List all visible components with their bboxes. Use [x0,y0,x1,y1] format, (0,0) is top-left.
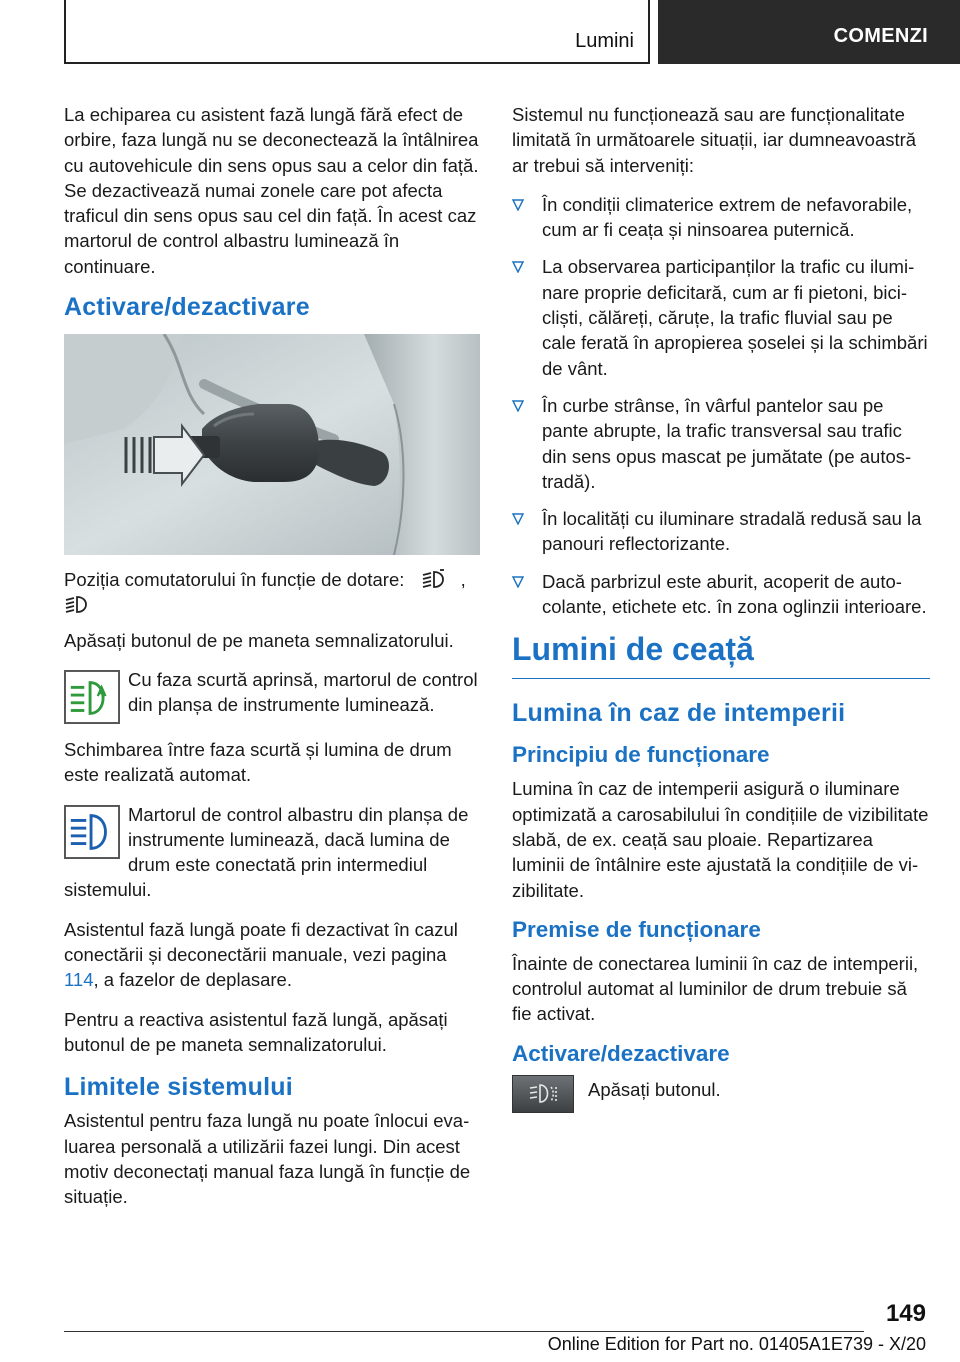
heading-activate-right: Activare/dezactivare [512,1040,730,1066]
bullet-triangle-icon [512,261,524,273]
auto-switching-text: Schimbarea între faza scurtă și lumina de drum este realizată automat. [64,738,452,786]
high-beam-indicator-icon [64,805,120,859]
left-column [64,102,482,1223]
principle-text: Lumina în caz de intemperii asigură o iluminare optimizată a carosabilului în condițiile de vizibilitate slabă, de ex. ceață sau ploaie. Repartizarea luminii de întâlnire este ajustată la condițiile de vizibilitate. [512,778,929,901]
high-beam-icon [64,594,90,614]
weather-light-press-text: Apăsați butonul. [588,1078,721,1100]
list-item-text: Dacă parbrizul este aburit, acoperit de autocolante, etichete etc. în zona oglinzii interioare. [542,570,927,618]
switch-position-label: Poziția comutatorului în funcție de dotare: [64,569,405,591]
high-beam-note-text: Martorul de control albastru din planșa de instrumente luminează, dacă lumina de drum este conectată prin intermediul sistemului. [64,803,469,901]
deactivate-text-before: Asistentul fază lungă poate fi dezactivat în cazul conectării și deconectării manuale, vezi pagina [64,918,458,966]
bullet-triangle-icon [512,400,524,412]
chapter-tab [658,0,960,64]
section-title: Lumini [575,30,634,52]
limited-function-intro: Sistemul nu funcționează sau are funcționalitate limitată în următoarele situații, iar dumneavoastră ar trebui să interveniți: [512,104,917,176]
list-item [512,254,930,380]
header-frame [64,0,650,64]
low-beam-note [64,667,482,723]
list-item [512,506,930,557]
intro-paragraph: La echiparea cu asistent fază lungă fără efect de orbire, faza lungă nu se deconectează la întâlnirea cu autovehicule din sens opus sau a celor din față. Se dezactivează numai zonele care pot afecta traficul din sens opus sau cel din față. În acest caz martorul de control albastru luminează în continuare. [64,104,479,277]
heading-system-limits: Limitele sistemului [64,1073,293,1102]
list-item-text: În localități cu iluminare stradală redusă sau la panouri reflectorizante. [542,508,922,555]
switch-position-separator: , [460,569,466,591]
right-column [512,102,930,1117]
heading-principle: Principiu de funcționare [512,742,770,768]
list-item [512,393,930,494]
edition-text: Online Edition for Part no. 01405A1E739 - X/20 [547,1334,926,1354]
chapter-tab-label: COMENZI [833,24,928,47]
bullet-triangle-icon [512,199,524,211]
system-limits-text: Asistentul pentru faza lungă nu poate înlocui evaluarea personală a utilizării fazei lungi. Din acest motiv deconectați manual faza lungă în funcție de situație. [64,1110,471,1208]
list-item-text: La observarea participanților la trafic cu iluminare proprie deficitară, cum ar fi pietoni, bicicliști, călăreți, căruțe, la trafic fluvial sau pe cale ferată în apropierea șoselei și la schimbări de vânt. [542,256,928,379]
weather-light-button-icon [512,1075,574,1113]
page-reference-link[interactable]: 114 [64,969,94,991]
list-item [512,192,930,243]
list-item-text: În curbe strânse, în vârful pantelor sau pe pante abrupte, la trafic transversal sau trafic din sens opus mascat pe jumătate (pe autostradă). [542,394,912,492]
prerequisites-text: Înainte de conectarea luminii în caz de intemperii, controlul automat al luminilor de drum trebuie să fie activat. [512,952,919,1025]
list-item [512,569,930,620]
weather-light-activation [512,1073,930,1102]
deactivate-text-after: , a fazelor de deplasare. [93,969,292,991]
reactivate-text: Pentru a reactiva asistentul fază lungă, apăsați butonul de pe maneta semnalizatorului. [64,1008,448,1055]
switch-position-text [64,567,482,618]
bullet-triangle-icon [512,513,524,525]
high-beam-assist-icon [420,569,450,589]
footer-divider [64,1331,864,1332]
press-button-text: Apăsați butonul de pe maneta semnalizatorului. [64,629,454,651]
heading-fog-lights: Lumini de ceață [512,631,930,679]
high-beam-note [64,802,482,903]
heading-prerequisites: Premise de funcționare [512,916,761,942]
low-beam-note-text: Cu faza scurtă aprinsă, martorul de control din planșa de instrumente luminează. [128,668,478,716]
limitations-list [512,192,930,619]
deactivate-text [64,917,482,993]
heading-weather-light: Lumina în caz de intemperii [512,699,846,728]
low-beam-indicator-icon [64,670,120,724]
heading-activate-left: Activare/dezactivare [64,293,310,322]
stalk-switch-photo [64,334,480,555]
list-item-text: În condiții climaterice extrem de nefavorabile, cum ar fi ceața și ninsoarea puternică. [542,193,913,241]
page-number: 149 [885,1300,926,1327]
bullet-triangle-icon [512,576,524,588]
